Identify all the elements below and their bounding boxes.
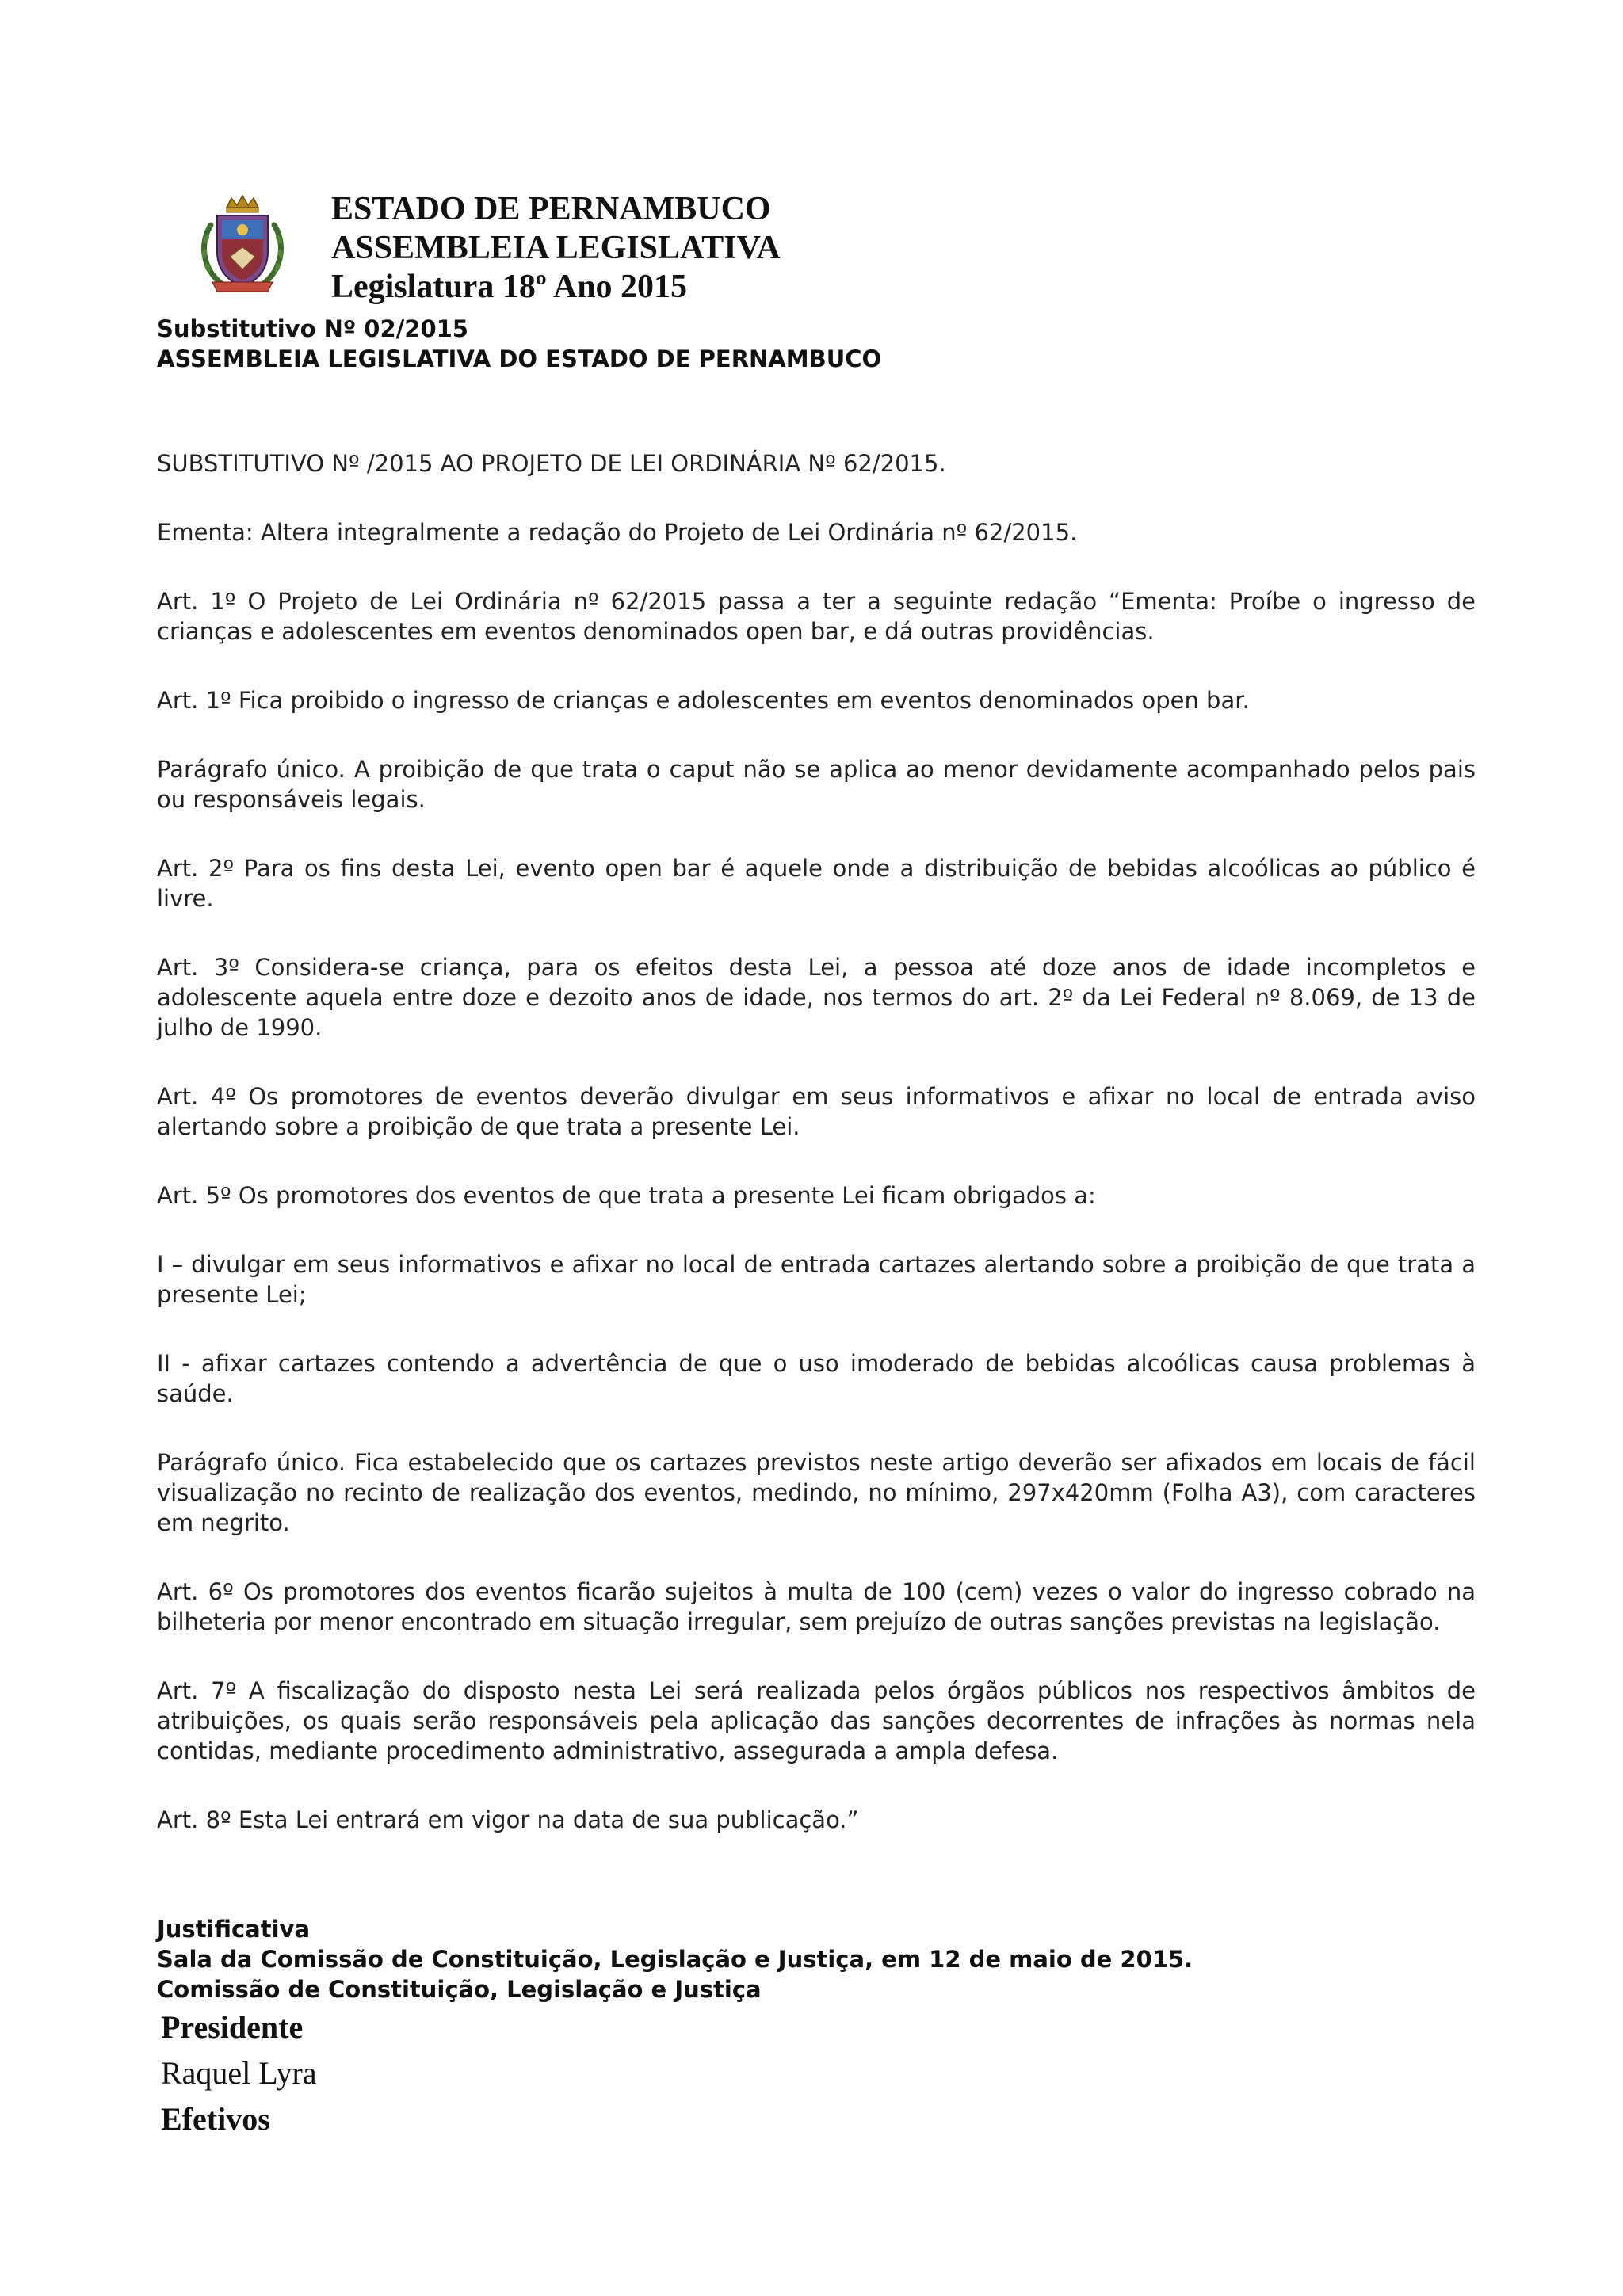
article-3: Art. 3º Considera-se criança, para os efeitos desta Lei, a pessoa até doze anos de idade incompletos e adolescente aquela entre doze e dezoito anos de idade, nos termos do art. 2º da Lei Federal nº 8.069, de 13 de julho de 1990. bbox=[157, 954, 1476, 1041]
article-4: Art. 4º Os promotores de eventos deverão divulgar em seus informativos e afixar no local de entrada aviso alertando sobre a proibição de que trata a presente Lei. bbox=[157, 1083, 1476, 1140]
document-subheading bbox=[157, 314, 881, 374]
article-5-item-ii: II - afixar cartazes contendo a advertência de que o uso imoderado de bebidas alcoólicas causa problemas à saúde. bbox=[157, 1350, 1476, 1407]
justificativa-heading: Justificativa bbox=[157, 1916, 311, 1943]
efetivos-label: Efetivos bbox=[161, 2101, 270, 2137]
letterhead bbox=[195, 190, 1463, 305]
header-legislature: Legislatura 18º Ano 2015 bbox=[331, 269, 688, 305]
article-1-paragraph: Parágrafo único. A proibição de que trata o caput não se aplica ao menor devidamente acompanhado pelos pais ou responsáveis legais. bbox=[157, 756, 1476, 813]
article-7: Art. 7º A fiscalização do disposto nesta Lei será realizada pelos órgãos públicos nos respectivos âmbitos de atribuições, os quais serão responsáveis pela aplicação das sanções decorrentes de infrações às normas nela contidas, mediante procedimento administrativo, assegurada a ampla defesa. bbox=[157, 1677, 1476, 1764]
header-assembly: ASSEMBLEIA LEGISLATIVA bbox=[331, 230, 781, 266]
header-state: ESTADO DE PERNAMBUCO bbox=[331, 191, 771, 227]
article-1-intro: Art. 1º O Projeto de Lei Ordinária nº 62/2015 passa a ter a seguinte redação “Ementa: Proíbe o ingresso de crianças e adolescentes em eventos denominados open bar, e dá outras providências. bbox=[157, 588, 1476, 645]
article-5: Art. 5º Os promotores dos eventos de que trata a presente Lei ficam obrigados a: bbox=[157, 1182, 1096, 1209]
presidente-name: Raquel Lyra bbox=[161, 2055, 317, 2091]
assembly-name: ASSEMBLEIA LEGISLATIVA DO ESTADO DE PERNAMBUCO bbox=[157, 345, 882, 372]
article-5-item-i: I – divulgar em seus informativos e afixar no local de entrada cartazes alertando sobre a proibição de que trata a presente Lei; bbox=[157, 1251, 1476, 1308]
ementa: Ementa: Altera integralmente a redação do Projeto de Lei Ordinária nº 62/2015. bbox=[157, 519, 1078, 546]
presidente-label: Presidente bbox=[161, 2009, 304, 2045]
closing-block bbox=[157, 1914, 1193, 2004]
document-title: SUBSTITUTIVO Nº /2015 AO PROJETO DE LEI ORDINÁRIA Nº 62/2015. bbox=[157, 450, 946, 477]
document-body bbox=[157, 448, 1476, 1874]
signatures bbox=[161, 2004, 317, 2142]
substitutivo-number: Substitutivo Nº 02/2015 bbox=[157, 315, 468, 342]
article-5-paragraph: Parágrafo único. Fica estabelecido que os cartazes previstos neste artigo deverão ser afixados em locais de fácil visualização no recinto de realização dos eventos, medindo, no mínimo, 297x420mm (Folha A3), com caracteres em negrito. bbox=[157, 1449, 1476, 1536]
article-8: Art. 8º Esta Lei entrará em vigor na data de sua publicação.” bbox=[157, 1806, 859, 1833]
article-1: Art. 1º Fica proibido o ingresso de crianças e adolescentes em eventos denominados open bar. bbox=[157, 687, 1250, 714]
coat-of-arms-icon bbox=[195, 193, 290, 296]
article-2: Art. 2º Para os fins desta Lei, evento open bar é aquele onde a distribuição de bebidas alcoólicas ao público é livre. bbox=[157, 855, 1476, 912]
article-6: Art. 6º Os promotores dos eventos ficarão sujeitos à multa de 100 (cem) vezes o valor do ingresso cobrado na bilheteria por menor encontrado em situação irregular, sem prejuízo de outras sanções previstas na legislação. bbox=[157, 1578, 1476, 1635]
committee-name: Comissão de Constituição, Legislação e Justiça bbox=[157, 1976, 762, 2003]
session-location-date: Sala da Comissão de Constituição, Legislação e Justiça, em 12 de maio de 2015. bbox=[157, 1946, 1193, 1973]
